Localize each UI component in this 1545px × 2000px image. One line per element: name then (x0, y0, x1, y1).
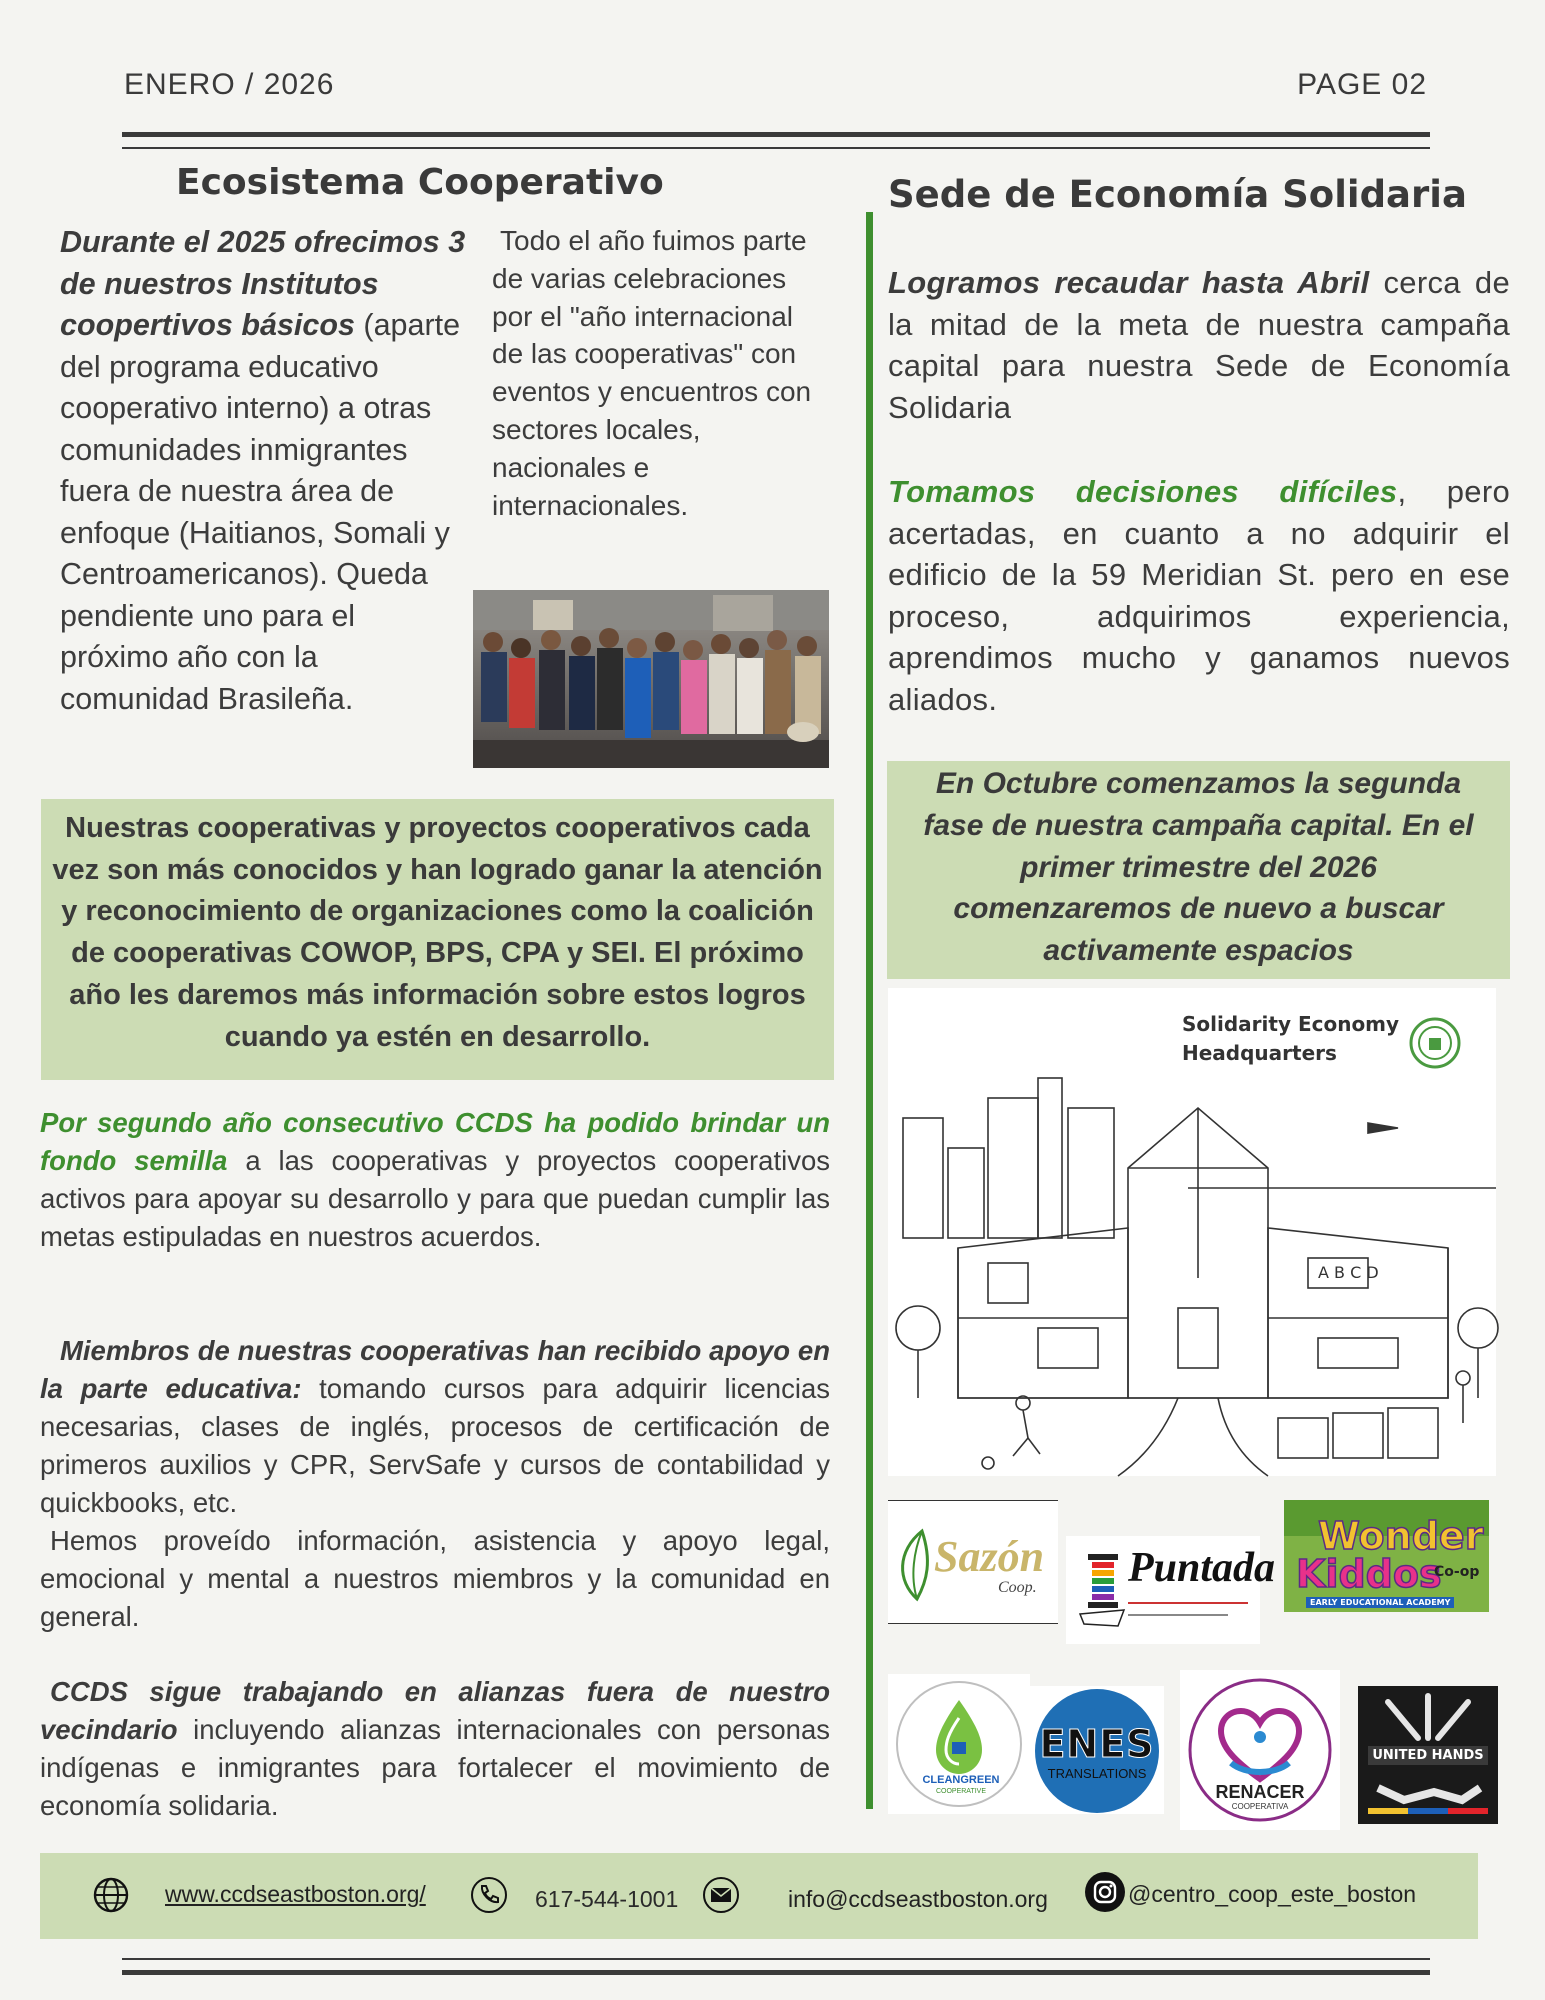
header-rule-thin (122, 147, 1430, 149)
illustration-title: Solidarity Economy Headquarters (1182, 1012, 1400, 1065)
alliances-rest: incluyendo alianzas internacionales con personas indígenas e inmigrantes para fortalecer el movimiento de economía solidaria. (40, 1714, 830, 1821)
enes-sub: TRANSLATIONS (1047, 1766, 1147, 1781)
united-hands-name: UNITED HANDS (1368, 1746, 1488, 1765)
institutes-lead-bold: Durante el 2025 ofrecimos 3 de nuestros Institutos coopertivos básicos (60, 225, 466, 342)
education-bold: Miembros de nuestras cooperativas han recibido apoyo en la parte educativa: (40, 1335, 830, 1404)
recognition-highlight-box (41, 799, 834, 1080)
renacer-sub: COOPERATIVA (1231, 1802, 1289, 1811)
united-hands-logo (1358, 1686, 1498, 1824)
wonder-kiddos-logo (1284, 1500, 1489, 1612)
cleangreen-logo (888, 1674, 1030, 1814)
sazon-sub: Coop. (998, 1579, 1037, 1596)
education-rest: tomando cursos para adquirir licencias necesarias, clases de inglés, procesos de certificación de primeros auxilios y CPR, ServSafe y cursos de contabilidad y quickbooks, etc. (40, 1373, 831, 1518)
enes-translations-logo (1030, 1686, 1164, 1814)
alliances-paragraph (40, 1673, 830, 1825)
fundraising-rest: cerca de la mitad de la meta de nuestra campaña capital para nuestra Sede de Economía Solidaria (888, 265, 1510, 425)
issue-date: ENERO / 2026 (124, 68, 335, 101)
right-section-title: Sede de Economía Solidaria (888, 173, 1467, 216)
headquarters-seal-icon (1408, 1014, 1462, 1072)
email-icon (702, 1876, 740, 1914)
puntada-thread-icon (1078, 1548, 1128, 1628)
cleangreen-name: CLEANGREEN (922, 1774, 1000, 1786)
phone-icon (470, 1876, 508, 1914)
globe-icon (92, 1876, 130, 1914)
decisions-bold: Tomamos decisiones difíciles (888, 474, 1398, 509)
enes-name: ENES (1039, 1722, 1155, 1766)
website-link[interactable]: www.ccdseastboston.org/ (165, 1881, 426, 1907)
wonder-kiddos-sub: EARLY EDUCATIONAL ACADEMY (1306, 1597, 1454, 1608)
instagram-handle[interactable]: @centro_coop_este_boston (1128, 1881, 1417, 1907)
group-photo (473, 590, 829, 768)
fundraising-paragraph (888, 262, 1510, 428)
headquarters-drawing (888, 1078, 1496, 1476)
column-divider (866, 212, 873, 1809)
phone-number: 617-544-1001 (535, 1886, 679, 1912)
decisions-paragraph (888, 471, 1510, 721)
instagram-icon (1084, 1871, 1126, 1913)
puntada-name: Puntada (1128, 1545, 1276, 1591)
wonder-kiddos-name-1: Wonder (1318, 1514, 1484, 1558)
education-paragraph (40, 1332, 830, 1636)
celebrations-paragraph (492, 222, 826, 524)
svg-text:A B C D: A B C D (1318, 1263, 1379, 1282)
sazon-coop-logo (888, 1500, 1058, 1624)
renacer-logo (1180, 1670, 1340, 1830)
headquarters-illustration (888, 988, 1496, 1476)
contact-footer (40, 1853, 1478, 1939)
footer-rule-thin (122, 1958, 1430, 1960)
sazon-name: Sazón (934, 1532, 1045, 1581)
renacer-name: RENACER (1215, 1782, 1305, 1802)
wonder-kiddos-coop: Co-op (1434, 1564, 1480, 1580)
email-link[interactable]: info@ccdseastboston.org (788, 1886, 1048, 1912)
left-section-title: Ecosistema Cooperativo (176, 162, 664, 203)
group-photo-image (473, 590, 829, 768)
page-number: PAGE 02 (1297, 68, 1427, 101)
header-rule (122, 132, 1430, 137)
campaign-highlight-box (887, 761, 1510, 979)
puntada-underline (1128, 1602, 1248, 1604)
puntada-subline (1128, 1614, 1228, 1616)
institutes-paragraph (60, 222, 472, 720)
fundraising-bold: Logramos recaudar hasta Abril (888, 265, 1370, 300)
puntada-logo (1066, 1536, 1276, 1644)
seed-fund-bold: Por segundo año consecutivo CCDS ha podido brindar un fondo semilla (40, 1107, 830, 1176)
wonder-kiddos-name-2: Kiddos (1296, 1552, 1442, 1596)
campaign-highlight-text: En Octubre comenzamos la segunda fase de nuestra campaña capital. En el primer trimestre del 2026 comenzaremos de nuevo a buscar activamente espacios (923, 767, 1474, 968)
footer-rule (122, 1970, 1430, 1975)
seed-fund-paragraph (40, 1104, 830, 1256)
institutes-lead-rest: (aparte del programa educativo cooperativo interno) a otras comunidades inmigrantes fuera de nuestra área de enfoque (Haitianos, Somali y Centroamericanos). Queda pendiente uno para el próximo año con la comunidad Brasileña. (60, 308, 461, 716)
celebrations-text: Todo el año fuimos parte de varias celebraciones por el "año internacional de las cooperativas" con eventos y encuentros con sectores locales, nacionales e internacionales. (492, 225, 812, 521)
alliances-bold: CCDS sigue trabajando en alianzas fuera de nuestro vecindario (40, 1676, 830, 1745)
decisions-rest: , pero acertadas, en cuanto a no adquirir el edificio de la 59 Meridian St. pero en ese proceso, adquirimos experiencia, aprendimos mucho y ganamos nuevos aliados. (888, 474, 1510, 717)
cleangreen-sub: COOPERATIVE (935, 1788, 987, 1795)
seed-fund-rest: a las cooperativas y proyectos cooperativos activos para apoyar su desarrollo y para que puedan cumplir las metas estipuladas en nuestros acuerdos. (40, 1145, 830, 1252)
support-text: Hemos proveído información, asistencia y apoyo legal, emocional y mental a nuestros miembros y la comunidad en general. (40, 1525, 830, 1632)
recognition-highlight-text: Nuestras cooperativas y proyectos cooperativos cada vez son más conocidos y han logrado ganar la atención y reconocimiento de organizaciones como la coalición de cooperativas COWOP, BPS, CPA y SEI. El próximo año les daremos más información sobre estos logros cuando ya estén en desarrollo. (52, 812, 823, 1053)
